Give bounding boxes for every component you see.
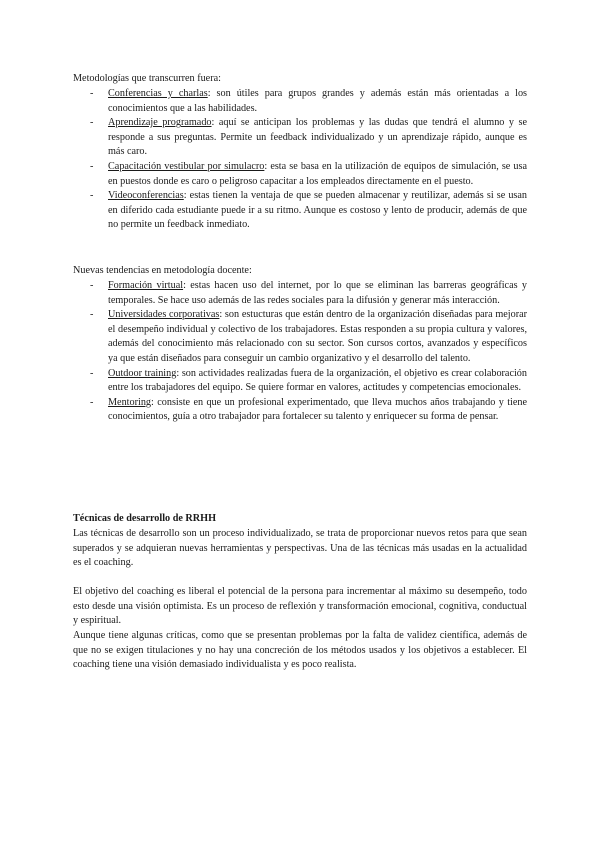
list-item-text: : estas hacen uso del internet, por lo que se eliminan las barreras geográficas y temporales. Se hace uso además de las redes sociales para la difusión y generar más interacción. [108,280,527,306]
list-item [90,396,527,425]
list-item [90,87,527,116]
list-item [90,367,527,396]
paragraph: Las técnicas de desarrollo son un proceso individualizado, se trata de proporcionar nuevos retos para que sean superados y se adquieran nuevas herramientas y perspectivas. Una de las técnicas más usadas en la actualidad es el coaching. [73,528,527,569]
section1-intro: Metodologías que transcurren fuera: [73,73,221,84]
paragraph: Aunque tiene algunas críticas, como que se presentan problemas por la falta de validez científica, además de que no se exigen titulaciones y no hay una concreción de los métodos usados y los objetivos a establecer. El coaching tiene una visión demasiado individualista y es poco realista. [73,630,527,671]
bullet-dash: - [90,280,94,291]
bullet-dash: - [90,309,94,321]
list-item-term: Mentoring [108,396,152,408]
list-item [90,160,527,189]
bullet-dash: - [90,190,94,202]
list-item-text: : estas tienen la ventaja de que se pueden almacenar y reutilizar, además si se usan en diferido cada estudiante puede ir a su ritmo. Aunque es costoso y lento de producir, además de que no permite un feedback inmediato. [108,190,527,231]
bullet-dash: - [90,160,94,172]
bullet-dash: - [90,396,94,408]
section1-list [90,87,527,233]
section2-intro: Nuevas tendencias en metodología docente: [73,265,252,276]
list-item-text: : son estucturas que están dentro de la organización diseñadas para mejorar el desempeño individual y colectivo de los trabajadores. Estas responden a su propia cultura y valores, además del conocimiento más relacionado con su sector. Son cursos cortos, avanzados y específicos ya que están diseñados para conseguir un cambio organizativo y el desarrollo del talento. [108,309,527,364]
list-item-text: : consiste en que un profesional experimentado, que lleva muchos años trabajando y tiene conocimientos, guía a otro trabajador para fortalecer su talento y enriquecer su forma de pensar. [108,396,527,423]
list-item-term: Formación virtual [108,280,184,291]
list-item-term: Conferencias y charlas [108,88,208,99]
bullet-dash: - [90,117,94,129]
list-item-text: : esta se basa en la utilización de equipos de simulación, se usa en puestos donde es caro o peligroso capacitar a los empleados directamente en el puesto. [108,160,527,187]
list-item-term: Universidades corporativas [108,309,220,321]
list-item-text: : aquí se anticipan los problemas y las dudas que tendrá el alumno y se responde a sus preguntas. Permite un feedback individualizado y un aprendizaje rápido, aunque es más caro. [108,117,527,158]
list-item [90,116,527,160]
bullet-dash: - [90,367,94,379]
section2-list [90,279,527,425]
list-item [90,279,527,308]
list-item [90,189,527,233]
list-item-text: : son actividades realizadas fuera de la organización, el objetivo es crear colaboración entre los trabajadores del equipo. Se quiere formar en valores, actitudes y competencias emocionales. [108,367,527,394]
list-item-term: Videoconferencias [108,190,184,202]
list-item-term: Outdoor training [108,367,177,379]
list-item [90,308,527,366]
bullet-dash: - [90,88,94,99]
paragraph: El objetivo del coaching es liberal el potencial de la persona para incrementar al máximo su desempeño, todo esto desde una visión optimista. Es un proceso de reflexión y transformación emocional, cognitiva, conductual y espiritual. [73,586,527,627]
list-item-text: : son útiles para grupos grandes y además están más orientadas a los conocimientos que a las habilidades. [108,88,527,114]
list-item-term: Capacitación vestibular por simulacro [108,160,265,172]
section-heading: Técnicas de desarrollo de RRHH [73,513,216,524]
list-item-term: Aprendizaje programado [108,117,212,129]
